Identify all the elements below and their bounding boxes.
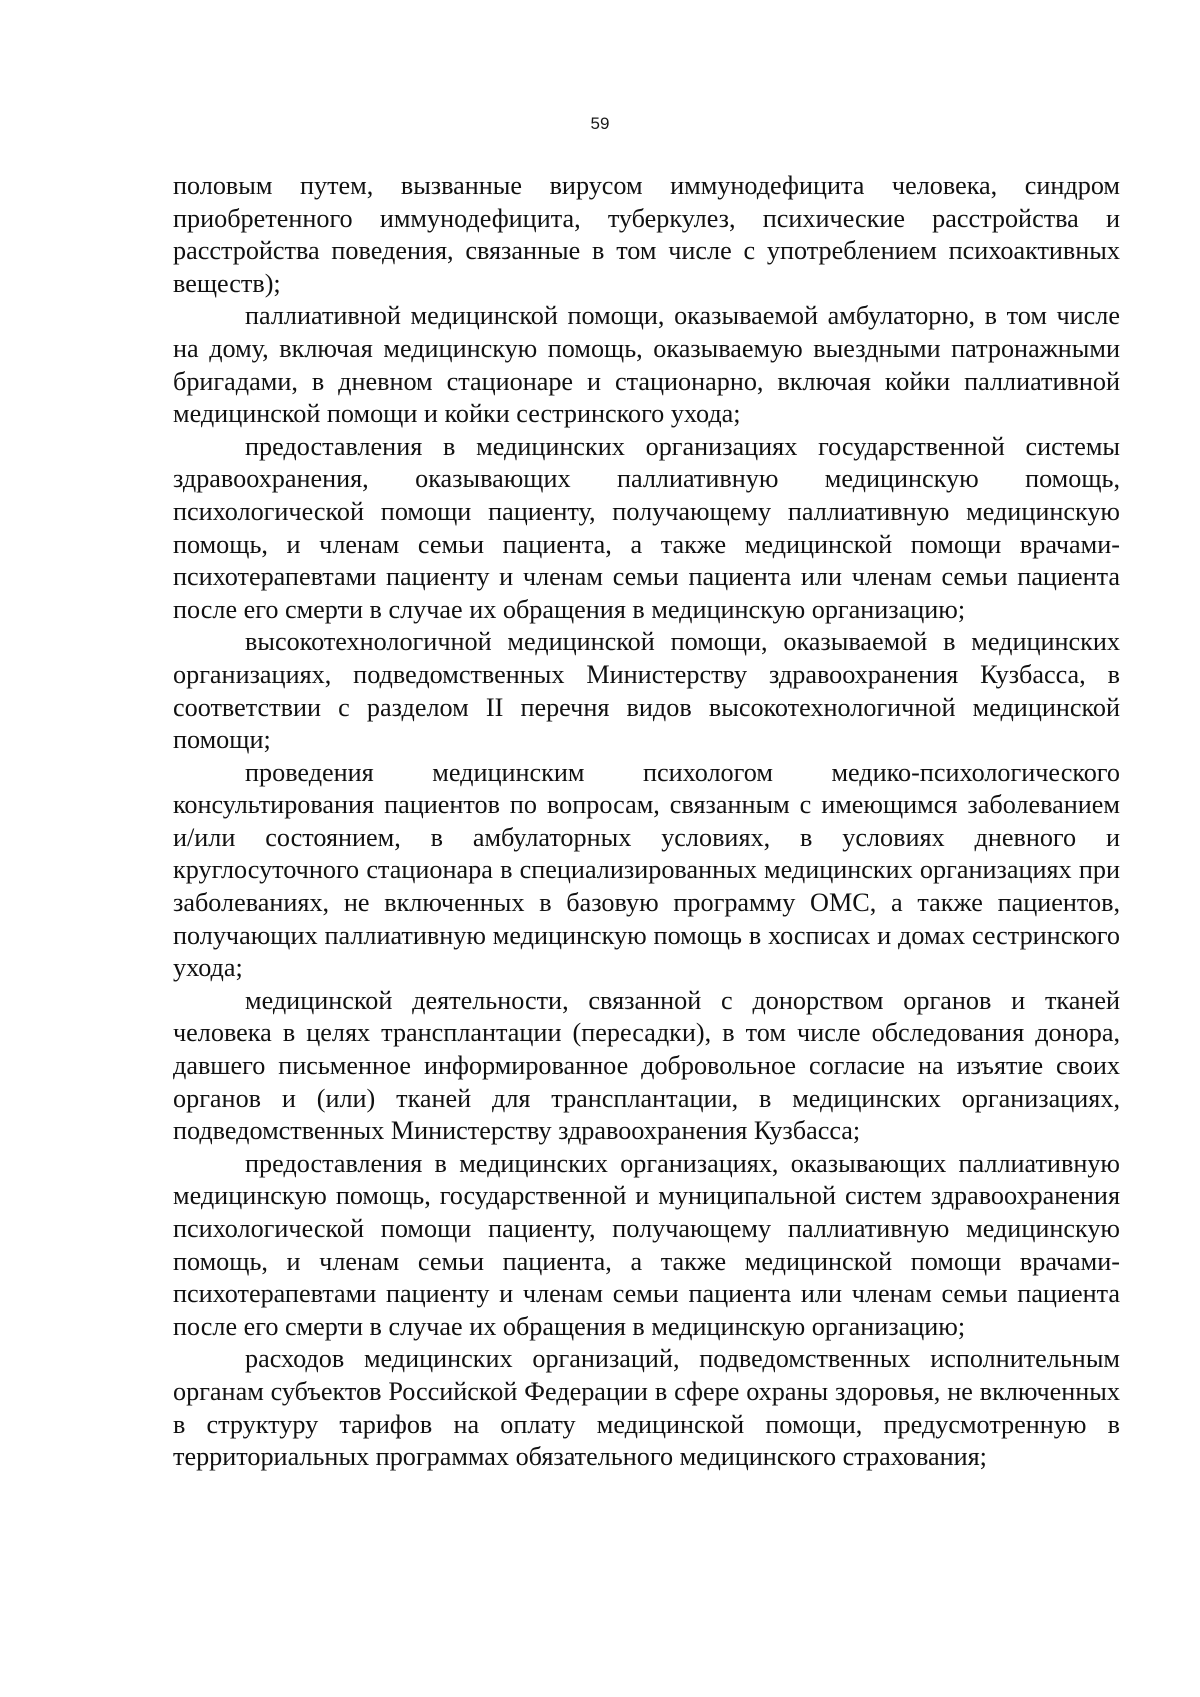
paragraph: расходов медицинских организаций, подведомственных исполнительным органам субъектов Российской Федерации в сфере охраны здоровья, не включенных в структуру тарифов на оплату медицинской помощи, предусмотренную в территориальных программах обязательного медицинского страхования; xyxy=(173,1344,1120,1472)
paragraph: предоставления в медицинских организациях государственной системы здравоохранения, оказывающих паллиативную медицинскую помощь, психологической помощи пациенту, получающему паллиативную медицинскую помощь, и членам семьи пациента, а также медицинской помощи врачами-психотерапевтами пациенту и членам семьи пациента или членам семьи пациента после его смерти в случае их обращения в медицинскую организацию; xyxy=(173,431,1120,624)
body-text xyxy=(173,170,1120,1474)
page-number: 59 xyxy=(590,114,610,133)
paragraph: высокотехнологичной медицинской помощи, оказываемой в медицинских организациях, подведомственных Министерству здравоохранения Кузбасса, в соответствии с разделом II перечня видов высокотехнологичной медицинской помощи; xyxy=(173,627,1120,755)
paragraph-continuation: половым путем, вызванные вирусом иммунодефицита человека, синдром приобретенного иммунодефицита, туберкулез, психические расстройства и расстройства поведения, связанные в том числе с употреблением психоактивных веществ); xyxy=(173,171,1120,298)
paragraph: паллиативной медицинской помощи, оказываемой амбулаторно, в том числе на дому, включая медицинскую помощь, оказываемую выездными патронажными бригадами, в дневном стационаре и стационарно, включая койки паллиативной медицинской помощи и койки сестринского ухода; xyxy=(173,301,1120,429)
paragraph: проведения медицинским психологом медико-психологического консультирования пациентов по вопросам, связанным с имеющимся заболеванием и/или состоянием, в амбулаторных условиях, в условиях дневного и круглосуточного стационара в специализированных медицинских организациях при заболеваниях, не включенных в базовую программу ОМС, а также пациентов, получающих паллиативную медицинскую помощь в хосписах и домах сестринского ухода; xyxy=(173,757,1120,983)
paragraph: предоставления в медицинских организациях, оказывающих паллиативную медицинскую помощь, государственной и муниципальной систем здравоохранения психологической помощи пациенту, получающему паллиативную медицинскую помощь, и членам семьи пациента, а также медицинской помощи врачами-психотерапевтами пациенту и членам семьи пациента или членам семьи пациента после его смерти в случае их обращения в медицинскую организацию; xyxy=(173,1148,1120,1341)
paragraph: медицинской деятельности, связанной с донорством органов и тканей человека в целях трансплантации (пересадки), в том числе обследования донора, давшего письменное информированное добровольное согласие на изъятие своих органов и (или) тканей для трансплантации, в медицинских организациях, подведомственных Министерству здравоохранения Кузбасса; xyxy=(173,985,1120,1146)
